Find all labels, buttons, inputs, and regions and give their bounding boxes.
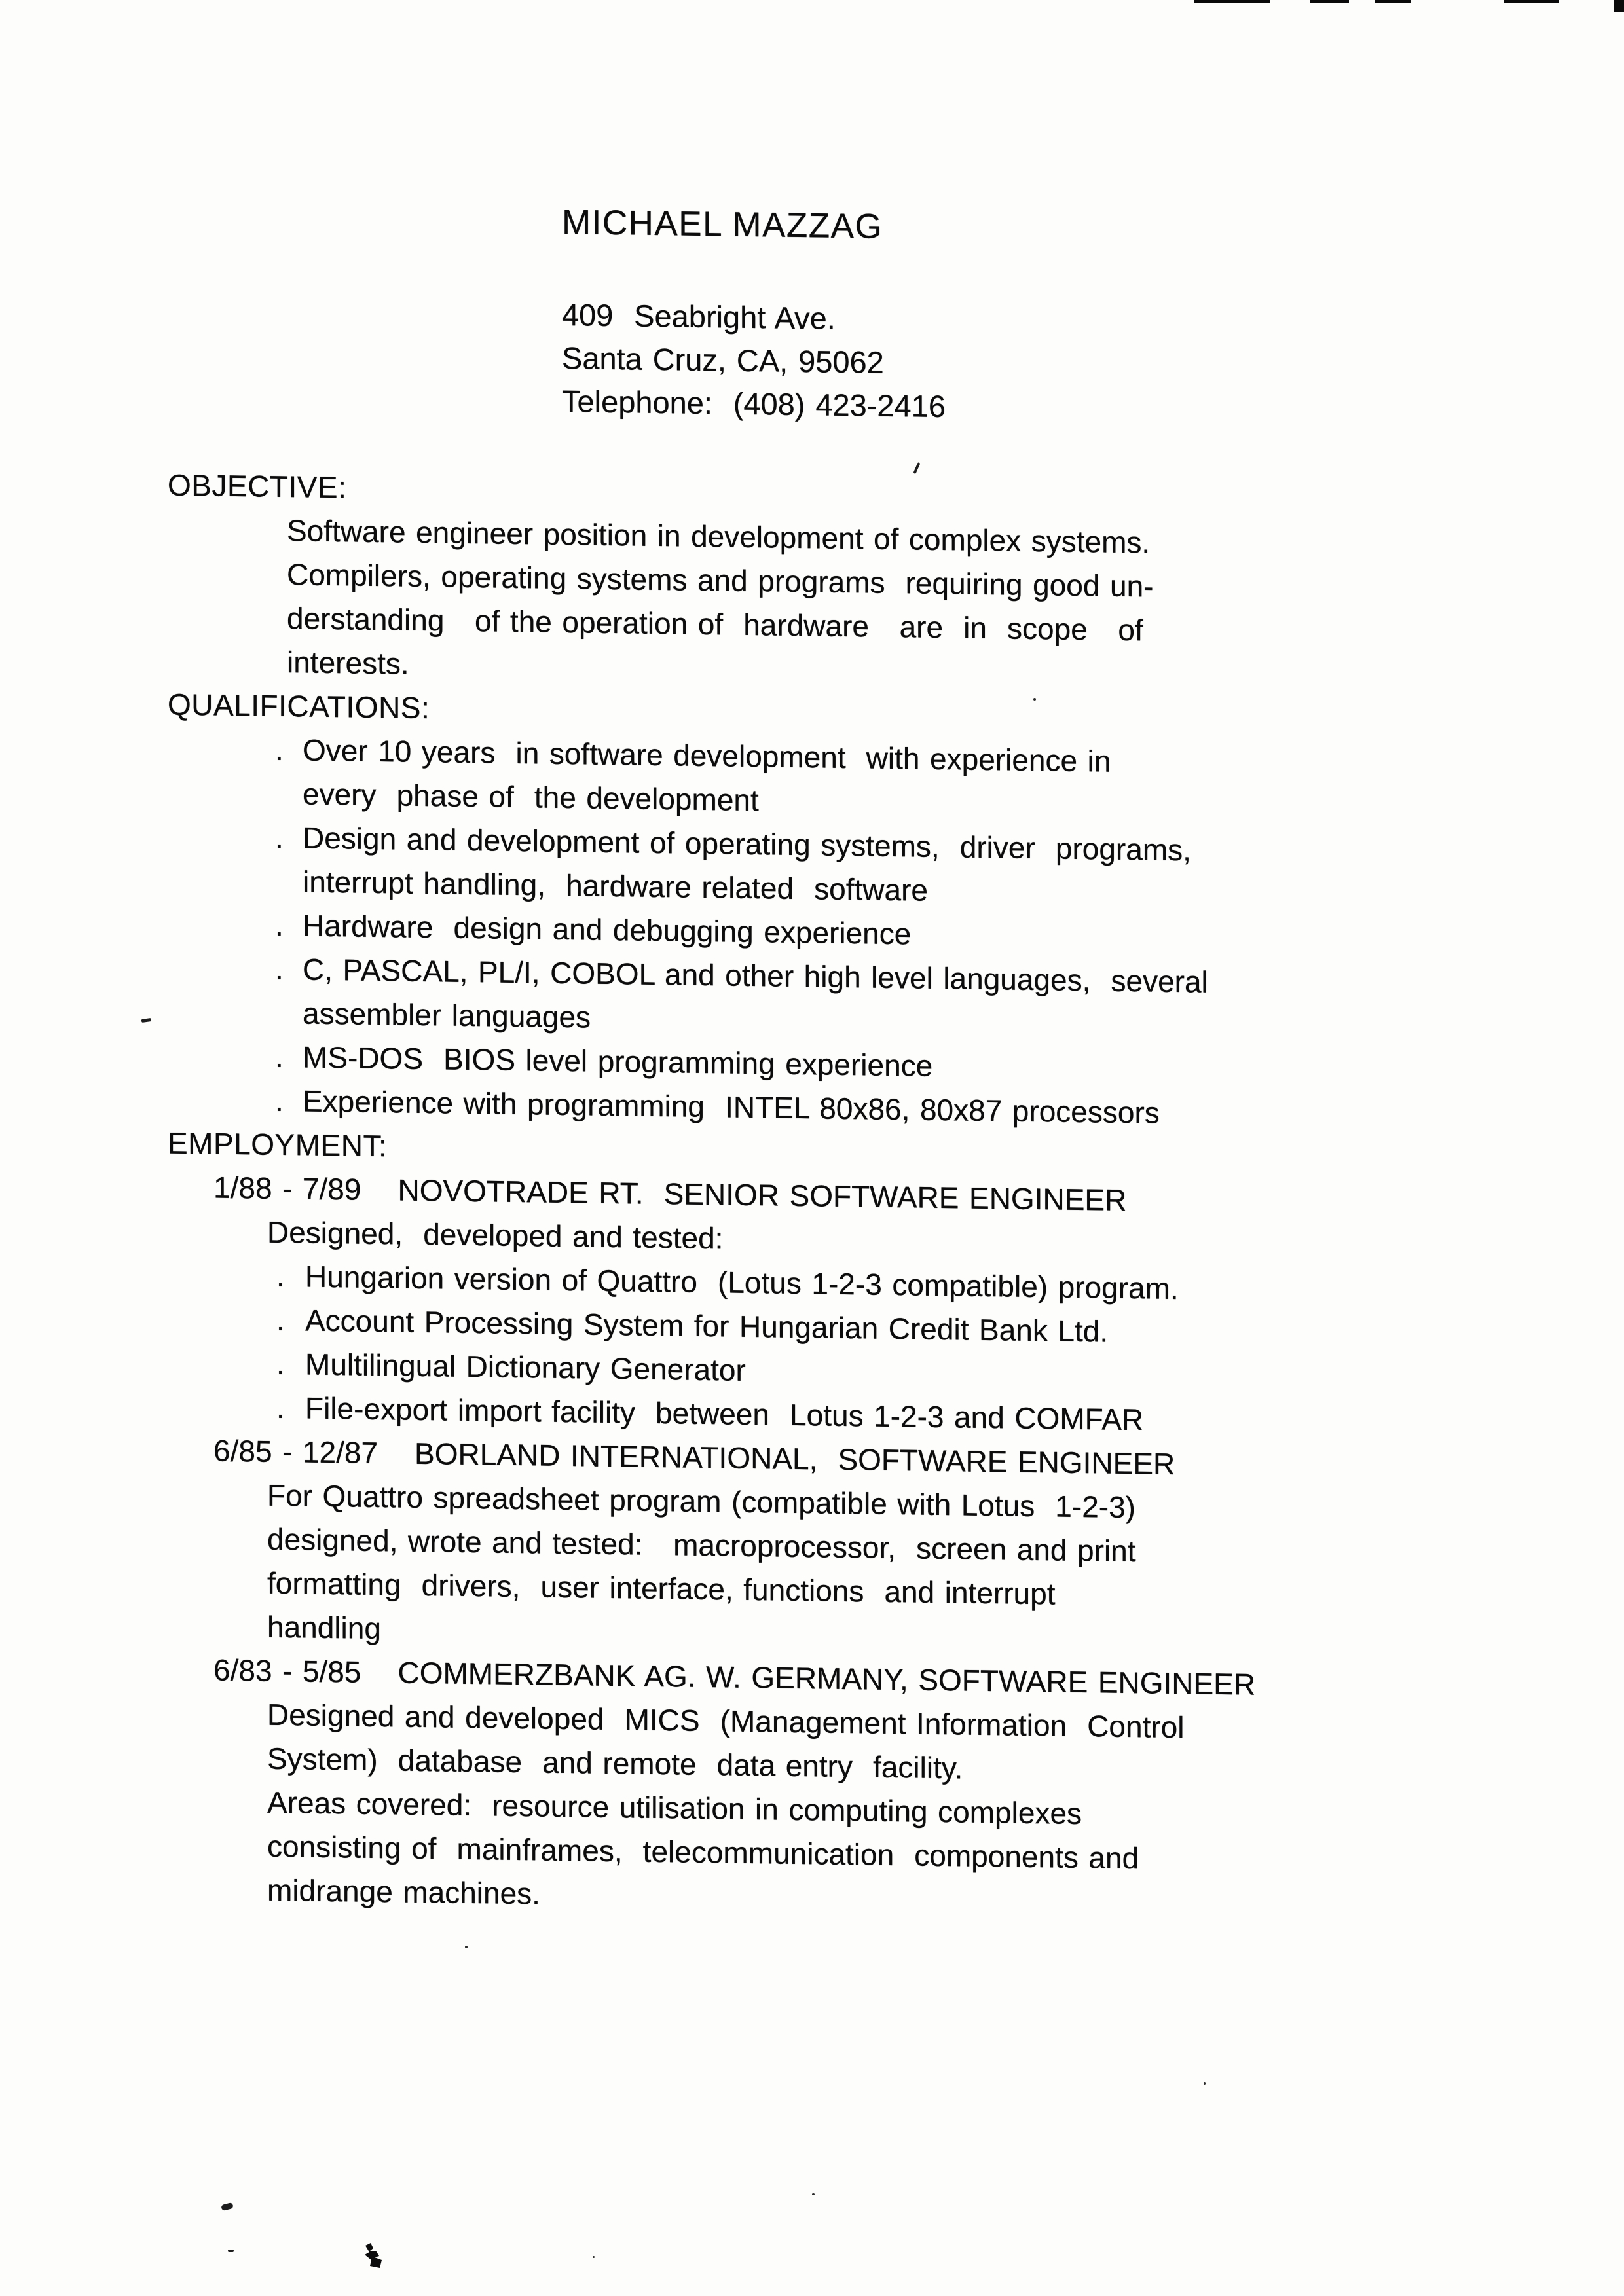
job-dates: 6/85 - 12/87 <box>213 1433 378 1470</box>
qualification-text-continuation: assembler languages <box>303 996 591 1034</box>
bullet-dot: . <box>275 1039 284 1074</box>
job-title: BORLAND INTERNATIONAL, SOFTWARE ENGINEER <box>415 1436 1175 1482</box>
scan-artifact <box>1194 0 1270 3</box>
bullet-dot: . <box>275 1083 284 1118</box>
qualification-text: Design and development of operating systems, driver programs, <box>303 820 1191 867</box>
name-block <box>562 203 883 247</box>
scan-artifact <box>1310 0 1349 3</box>
objective-text-line: Compilers, operating systems and programs requiring good un- <box>287 557 1154 604</box>
job-body-line: Designed and developed MICS (Management Information Control <box>267 1697 1185 1745</box>
job-bullet-text: Multilingual Dictionary Generator <box>305 1347 746 1387</box>
job-body-line: consisting of mainframes, telecommunication components and <box>267 1829 1139 1876</box>
job-intro: Designed, developed and tested: <box>267 1214 724 1256</box>
bullet-dot: . <box>276 1346 285 1381</box>
bullet-dot: . <box>276 1302 285 1338</box>
bullet-dot: . <box>275 820 284 855</box>
qualification-text: Hardware design and debugging experience <box>303 908 912 951</box>
scan-artifact <box>1504 0 1559 3</box>
scan-speck <box>1204 2082 1206 2085</box>
job-bullet-text: Hungarion version of Quattro (Lotus 1-2-3 compatible) program. <box>305 1259 1179 1306</box>
job-bullet-text: File-export import facility between Lotus 1-2-3 and COMFAR <box>305 1391 1144 1437</box>
job-body-line: Areas covered: resource utilisation in computing complexes <box>267 1785 1082 1831</box>
job-body-line: System) database and remote data entry facility. <box>267 1741 963 1785</box>
person-name: MICHAEL MAZZAG <box>562 202 883 246</box>
scan-artifact <box>1375 0 1411 3</box>
job-dates: 1/88 - 7/89 <box>213 1170 361 1207</box>
job-bullet-text: Account Processing System for Hungarian Credit Bank Ltd. <box>305 1303 1109 1349</box>
qualification-text-continuation: every phase of the development <box>303 776 759 818</box>
scan-artifact <box>1614 0 1624 12</box>
job-title: NOVOTRADE RT. SENIOR SOFTWARE ENGINEER <box>397 1173 1127 1218</box>
job-body-line: handling <box>267 1609 381 1646</box>
job-dates: 6/83 - 5/85 <box>213 1652 361 1689</box>
address-block <box>562 293 946 428</box>
address-line: Santa Cruz, CA, 95062 <box>562 340 884 380</box>
objective-text-line: Software engineer position in development of complex systems. <box>287 513 1151 560</box>
bullet-dot: . <box>275 951 284 987</box>
scan-speck <box>1033 698 1036 701</box>
telephone-line: Telephone: (408) 423-2416 <box>562 383 946 424</box>
bullet-dot: . <box>275 732 284 767</box>
scan-speck <box>593 2256 595 2258</box>
objective-text-line: derstanding of the operation of hardware are in scope of <box>287 601 1143 647</box>
section-label-employment: EMPLOYMENT: <box>168 1125 388 1163</box>
section-label-objective: OBJECTIVE: <box>168 467 347 505</box>
ink-blot <box>361 2243 388 2272</box>
job-body-line: formatting drivers, user interface, functions and interrupt <box>267 1565 1056 1611</box>
bullet-dot: . <box>275 907 284 943</box>
qualification-text-continuation: interrupt handling, hardware related software <box>303 864 928 907</box>
job-body-line: designed, wrote and tested: macroprocessor, screen and print <box>267 1522 1136 1569</box>
qualification-text: MS-DOS BIOS level programming experience <box>303 1040 933 1083</box>
header <box>0 0 1624 424</box>
job-body-line: midrange machines. <box>267 1872 540 1911</box>
body-column <box>0 461 1624 1931</box>
qualification-text: C, PASCAL, PL/I, COBOL and other high level languages, several <box>303 952 1208 999</box>
job-title: COMMERZBANK AG. W. GERMANY, SOFTWARE ENGINEER <box>397 1655 1256 1702</box>
scan-speck <box>812 2193 815 2195</box>
bullet-dot: . <box>276 1390 285 1425</box>
address-line: 409 Seabright Ave. <box>562 297 836 336</box>
section-label-qualifications: QUALIFICATIONS: <box>168 687 430 725</box>
scan-speck <box>465 1946 468 1948</box>
objective-text-line: interests. <box>287 645 409 681</box>
qualification-text: Experience with programming INTEL 80x86, 80x87 processors <box>303 1084 1160 1130</box>
scan-speck <box>228 2250 234 2252</box>
qualification-text: Over 10 years in software development with experience in <box>303 733 1111 778</box>
bullet-dot: . <box>276 1258 285 1294</box>
job-body-line: For Quattro spreadsheet program (compatible with Lotus 1-2-3) <box>267 1478 1136 1525</box>
